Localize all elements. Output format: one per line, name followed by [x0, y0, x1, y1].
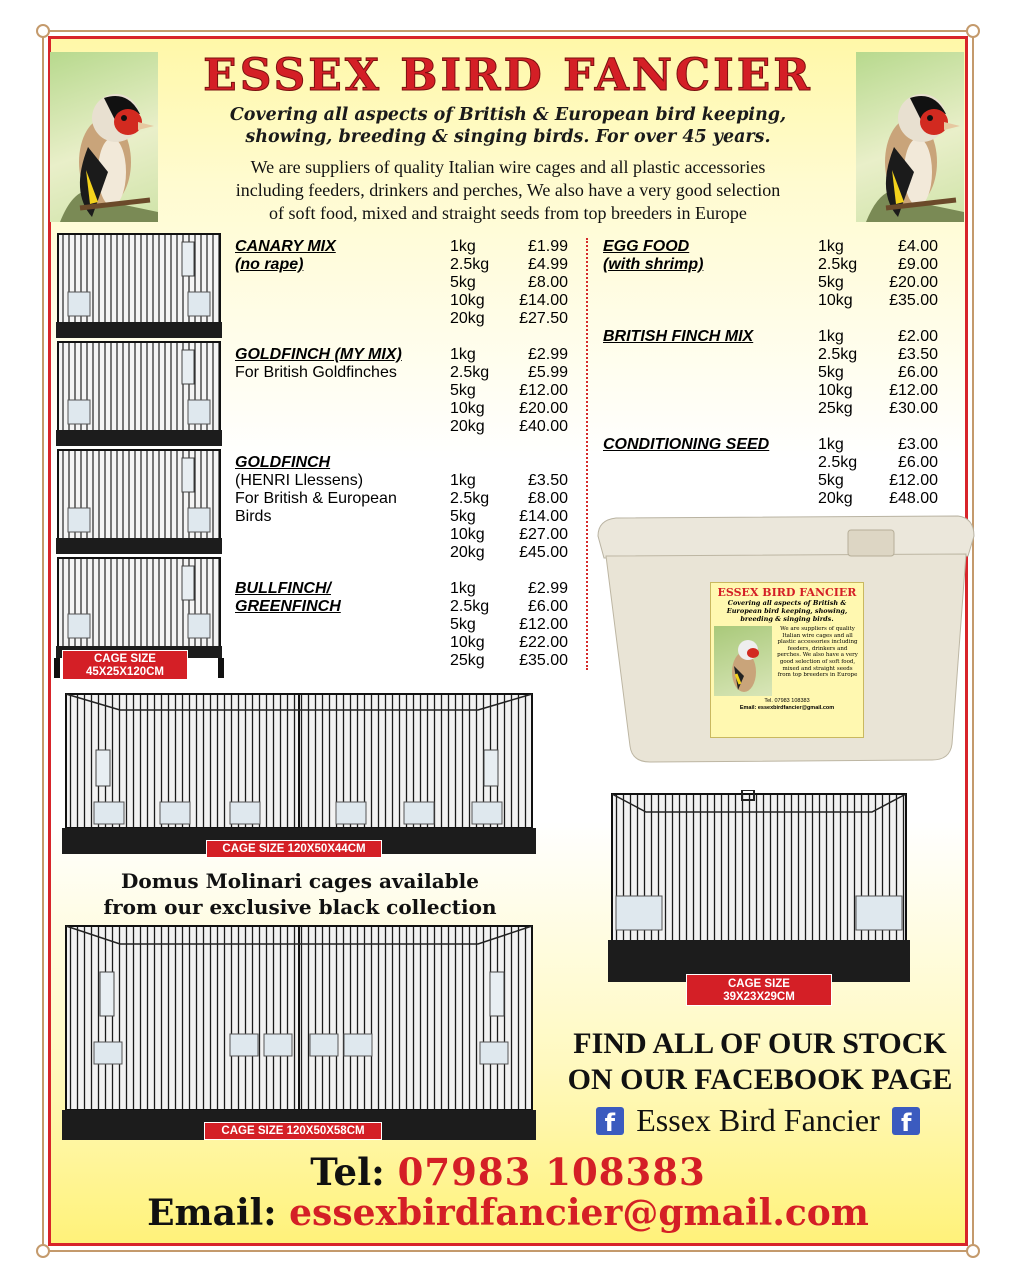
- size-weight: 2.5kg: [818, 256, 858, 273]
- size-price: £6.00: [897, 364, 938, 381]
- size-price: £3.50: [897, 346, 938, 363]
- tub-label-tagline: Covering all aspects of British & European bird keeping, showing, breeding & singing birds.: [726, 599, 848, 623]
- small-cage-image: [606, 790, 912, 986]
- corner-ornament: [36, 1244, 50, 1258]
- size-price: £14.00: [519, 292, 568, 309]
- size-price: £6.00: [897, 454, 938, 471]
- size-weight: 20kg: [450, 310, 485, 327]
- size-weight: 20kg: [450, 418, 485, 435]
- intro-line: of soft food, mixed and straight seeds from top breeders in Europe: [269, 203, 747, 223]
- size-weight: 1kg: [450, 346, 476, 363]
- cage-size-value: 39X23X29CM: [723, 991, 795, 1003]
- size-price: £12.00: [889, 472, 938, 489]
- product-name: GOLDFINCH (MY MIX): [235, 346, 402, 363]
- product-description: (no rape): [235, 256, 304, 273]
- size-weight: 2.5kg: [450, 256, 490, 273]
- intro-line: We are suppliers of quality Italian wire cages and all plastic accessories: [250, 157, 766, 177]
- tagline-line: showing, breeding & singing birds. For over 45 years.: [245, 127, 771, 147]
- size-weight: 10kg: [450, 292, 485, 309]
- telephone-line: [48, 1150, 968, 1194]
- size-weight: 5kg: [818, 274, 844, 291]
- size-price: £48.00: [889, 490, 938, 507]
- email-line: [48, 1192, 968, 1234]
- size-price: £20.00: [519, 400, 568, 417]
- wide-cage-image-1: [60, 690, 538, 860]
- wide-cage-2-size-label: CAGE SIZE 120X50X58CM: [204, 1122, 382, 1140]
- facebook-page-name[interactable]: Essex Bird Fancier: [636, 1102, 880, 1138]
- wide-cage-image-2: [60, 922, 538, 1142]
- product-name: BRITISH FINCH MIX: [603, 328, 754, 345]
- tall-cage-image: [54, 232, 224, 678]
- size-weight: 5kg: [818, 364, 844, 381]
- goldfinch-image-left: [50, 52, 158, 222]
- small-cage-size-label: [686, 974, 832, 1006]
- cage-size-heading: CAGE SIZE: [728, 978, 790, 990]
- size-weight: 1kg: [818, 328, 844, 345]
- cage-size-value: 45X25X120CM: [86, 666, 164, 678]
- product-description: (with shrimp): [603, 256, 704, 273]
- tub-label-tel: Tel. 07983 108383: [764, 698, 810, 704]
- tub-label: [710, 582, 864, 738]
- size-price: £12.00: [519, 382, 568, 399]
- size-price: £1.99: [527, 238, 568, 255]
- intro-text: [160, 156, 856, 225]
- size-price: £12.00: [519, 616, 568, 633]
- size-weight: 1kg: [450, 238, 476, 255]
- intro-line: including feeders, drinkers and perches, We also have a very good selection: [235, 180, 781, 200]
- page-title: ESSEX BIRD FANCIER: [203, 50, 813, 101]
- domus-line: Domus Molinari cages available: [121, 869, 479, 893]
- size-weight: 20kg: [818, 490, 853, 507]
- size-weight: 20kg: [450, 544, 485, 561]
- size-price: £2.99: [527, 580, 568, 597]
- facebook-callout: [548, 1026, 972, 1098]
- size-price: £8.00: [527, 490, 568, 507]
- product-description: Birds: [235, 508, 272, 525]
- email-address[interactable]: essexbirdfancier@gmail.com: [289, 1192, 869, 1234]
- size-price: £3.50: [527, 472, 568, 489]
- tall-cage-size-label: [62, 650, 188, 680]
- size-weight: 25kg: [818, 400, 853, 417]
- size-weight: 5kg: [450, 382, 476, 399]
- goldfinch-image-right: [856, 52, 964, 222]
- size-weight: 5kg: [450, 274, 476, 291]
- size-price: £3.00: [897, 436, 938, 453]
- size-price: £30.00: [889, 400, 938, 417]
- size-weight: 5kg: [450, 508, 476, 525]
- tub-label-email: Email: essexbirdfancier@gmail.com: [739, 705, 835, 711]
- size-weight: 2.5kg: [450, 490, 490, 507]
- size-weight: 2.5kg: [818, 346, 858, 363]
- tel-label: Tel:: [310, 1150, 385, 1194]
- wide-cage-1-size-label: CAGE SIZE 120X50X44CM: [206, 840, 382, 858]
- size-price: £5.99: [527, 364, 568, 381]
- cage-size-heading: CAGE SIZE: [94, 653, 156, 665]
- size-price: £22.00: [519, 634, 568, 651]
- domus-line: from our exclusive black collection: [103, 895, 497, 919]
- facebook-callout-line: FIND ALL OF OUR STOCK: [573, 1027, 947, 1060]
- product-name: EGG FOOD: [603, 238, 690, 255]
- size-weight: 10kg: [450, 400, 485, 417]
- size-price: £27.50: [519, 310, 568, 327]
- size-price: £20.00: [889, 274, 938, 291]
- product-description: (HENRI Llessens): [235, 472, 364, 489]
- size-price: £14.00: [519, 508, 568, 525]
- size-price: £4.99: [527, 256, 568, 273]
- size-price: £27.00: [519, 526, 568, 543]
- size-price: £40.00: [519, 418, 568, 435]
- size-weight: 2.5kg: [450, 598, 490, 615]
- email-label: Email:: [147, 1192, 277, 1234]
- product-name: CANARY MIX: [235, 238, 336, 255]
- product-name: GOLDFINCH: [235, 454, 331, 471]
- tub-label-body: We are suppliers of quality Italian wire cages and all plastic accessories including feeders, drinkers and perches. We also have a very good selection of soft food, mixed and straight seeds from top breeders in Europe: [777, 626, 858, 679]
- facebook-callout-line: ON OUR FACEBOOK PAGE: [567, 1063, 953, 1096]
- tel-number[interactable]: 07983 108383: [397, 1150, 706, 1194]
- size-weight: 10kg: [450, 526, 485, 543]
- product-name: CONDITIONING SEED: [603, 436, 770, 453]
- size-price: £45.00: [519, 544, 568, 561]
- size-weight: 5kg: [818, 472, 844, 489]
- size-price: £4.00: [897, 238, 938, 255]
- size-price: £6.00: [527, 598, 568, 615]
- tagline-line: Covering all aspects of British & European bird keeping,: [229, 105, 787, 125]
- size-price: £35.00: [889, 292, 938, 309]
- size-price: £9.00: [897, 256, 938, 273]
- size-price: £8.00: [527, 274, 568, 291]
- product-description: For British & European: [235, 490, 397, 507]
- size-weight: 1kg: [450, 580, 476, 597]
- size-weight: 10kg: [450, 634, 485, 651]
- product-description: For British Goldfinches: [235, 364, 397, 381]
- size-price: £2.99: [527, 346, 568, 363]
- facebook-icon: f: [892, 1107, 920, 1135]
- tagline: [180, 104, 836, 148]
- domus-caption: [60, 868, 540, 920]
- size-weight: 2.5kg: [818, 454, 858, 471]
- size-weight: 10kg: [818, 382, 853, 399]
- size-weight: 10kg: [818, 292, 853, 309]
- size-weight: 1kg: [450, 472, 476, 489]
- facebook-page-row[interactable]: [548, 1102, 968, 1142]
- size-price: £2.00: [897, 328, 938, 345]
- size-weight: 2.5kg: [450, 364, 490, 381]
- product-name: BULLFINCH/: [235, 580, 331, 597]
- product-description: GREENFINCH: [235, 598, 341, 615]
- facebook-icon: f: [596, 1107, 624, 1135]
- corner-ornament: [966, 24, 980, 38]
- size-weight: 25kg: [450, 652, 485, 669]
- corner-ornament: [966, 1244, 980, 1258]
- size-weight: 5kg: [450, 616, 476, 633]
- tub-label-title: ESSEX BIRD FANCIER: [717, 586, 857, 599]
- size-price: £35.00: [519, 652, 568, 669]
- size-weight: 1kg: [818, 238, 844, 255]
- tub-label-bird-image: [714, 626, 772, 696]
- column-divider: [586, 238, 588, 670]
- size-weight: 1kg: [818, 436, 844, 453]
- size-price: £12.00: [889, 382, 938, 399]
